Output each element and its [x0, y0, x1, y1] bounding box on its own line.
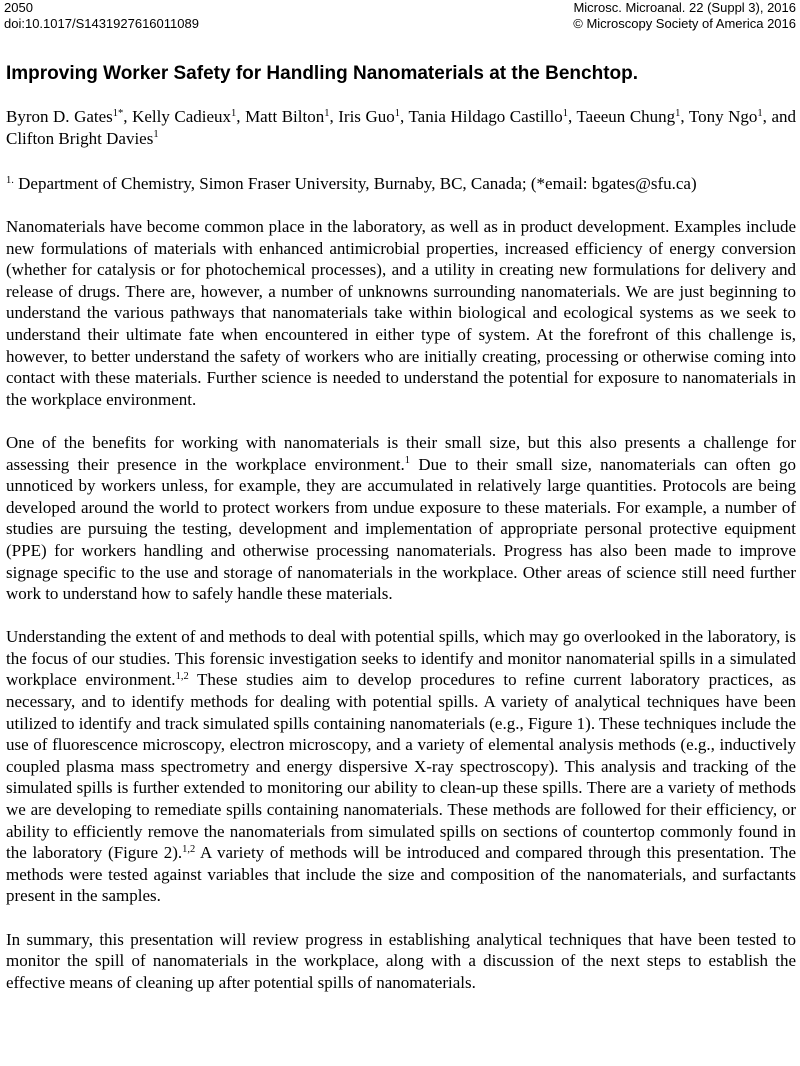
journal-citation: Microsc. Microanal. 22 (Suppl 3), 2016	[573, 0, 796, 15]
author-affiliation-marker: 1	[757, 107, 763, 119]
author-separator: ,	[329, 107, 339, 126]
paper-title: Improving Worker Safety for Handling Nanomaterials at the Benchtop.	[6, 63, 639, 84]
author-name: Iris Guo	[338, 107, 395, 126]
paragraph-text: Nanomaterials have become common place in the laboratory, as well as in product development. Examples include new formulations of materials with enhanced antimicrobial properties, increased efficiency of energy conversion (whether for catalysis or for photochemical processes), and a utility in creating new formulations for delivery and release of drugs. There are, however, a number of unknowns surrounding nanomaterials. We are just beginning to understand the various pathways that nanomaterials take within biological and ecological systems as we seek to understand their ultimate fate when encountered in either type of system. At the forefront of this challenge is, however, to better understand the safety of workers who are initially creating, processing or otherwise coming into contact with these materials. Further science is needed to understand the potential for exposure to nanomaterials in the workplace environment.	[6, 217, 796, 409]
doi[interactable]: doi:10.1017/S1431927616011089	[4, 16, 199, 31]
author-name: Matt Bilton	[245, 107, 325, 126]
author-separator: ,	[123, 107, 133, 126]
body-paragraph	[6, 626, 796, 907]
author-name: Tony Ngo	[688, 107, 758, 126]
author-separator: ,	[680, 107, 689, 126]
paragraph-text: One of the benefits for working with nanomaterials is their small size, but this also presents a challenge for assessing their presence in the workplace environment.	[6, 432, 796, 474]
copyright-notice: © Microscopy Society of America 2016	[573, 16, 796, 31]
paragraph-text: In summary, this presentation will review progress in establishing analytical techniques that have been tested to monitor the spill of nanomaterials in the workplace, along with a discussion of the next steps to establish the effective means of cleaning up after potential spills of nanomaterials.	[6, 929, 796, 992]
author-separator: ,	[399, 107, 409, 126]
citation-reference: 1	[404, 455, 411, 467]
body-paragraph	[6, 216, 796, 410]
author-list	[6, 106, 796, 149]
author-name: and Clifton Bright Davies	[6, 107, 796, 148]
author-name: Kelly Cadieux	[132, 107, 232, 126]
author-name: Byron D. Gates	[6, 107, 113, 126]
author-affiliation-marker: 1	[153, 129, 159, 141]
author-name: Tania Hildago Castillo	[408, 107, 563, 126]
paragraph-text: Due to their small size, nanomaterials can often go unnoticed by workers unless, for example, they are accumulated in relatively large quantities. Protocols are being developed around the world to protect workers from undue exposure to these materials. For example, a number of studies are pursuing the testing, development and implementation of appropriate personal protective equipment (PPE) for workers handling and otherwise processing nanomaterials. Progress has also been made to improve signage specific to the use and storage of nanomaterials in the workplace. Other areas of science still need further work to understand how to safely handle these materials.	[6, 454, 796, 604]
page-number: 2050	[4, 0, 33, 15]
body-paragraph	[6, 432, 796, 605]
citation-reference: 1,2	[182, 843, 196, 855]
header-right	[573, 0, 796, 32]
paragraph-text: Understanding the extent of and methods to deal with potential spills, which may go overlooked in the laboratory, is the focus of our studies. This forensic investigation seeks to identify and monitor nanomaterial spills in a simulated workplace environment.	[6, 627, 796, 690]
author-name: Taeeun Chung	[576, 107, 676, 126]
author-affiliation-marker: 1	[394, 107, 400, 119]
author-separator: ,	[762, 107, 772, 126]
abstract-body	[6, 216, 796, 1015]
author-affiliation-marker: 1	[562, 107, 568, 119]
affiliation-marker: 1.	[6, 174, 14, 186]
header-left	[4, 0, 199, 32]
author-affiliation-marker: 1*	[112, 107, 124, 119]
body-paragraph	[6, 929, 796, 994]
author-affiliation-marker: 1	[324, 107, 330, 119]
author-affiliation-marker: 1	[675, 107, 681, 119]
author-affiliation-marker: 1	[231, 107, 237, 119]
author-separator: ,	[567, 107, 577, 126]
paragraph-text: These studies aim to develop procedures to refine current laboratory practices, as necessary, and to identify methods for dealing with potential spills. A variety of analytical techniques have been utilized to identify and track simulated spills containing nanomaterials (e.g., Figure 1). These techniques include the use of fluorescence microscopy, electron microscopy, and a variety of elemental analysis methods (e.g., inductively coupled plasma mass spectrometry and energy dispersive X-ray spectroscopy). This analysis and tracking of the simulated spills is further extended to monitoring our ability to clean-up these spills. There are a variety of methods we are developing to remediate spills containing nanomaterials. These methods are followed for their efficiency, or ability to efficiently remove the nanomaterials from simulated spills on sections of countertop commonly found in the laboratory (Figure 2).	[6, 670, 797, 863]
paragraph-text: A variety of methods will be introduced and compared through this presentation. The methods were tested against variables that include the size and composition of the nanomaterials, and surfactants present in the samples.	[6, 843, 796, 906]
author-separator: ,	[236, 107, 246, 126]
citation-reference: 1,2	[175, 671, 189, 683]
affiliation	[6, 173, 796, 195]
affiliation-text: Department of Chemistry, Simon Fraser University, Burnaby, BC, Canada; (*email: bgates@sfu.ca)	[13, 174, 697, 193]
